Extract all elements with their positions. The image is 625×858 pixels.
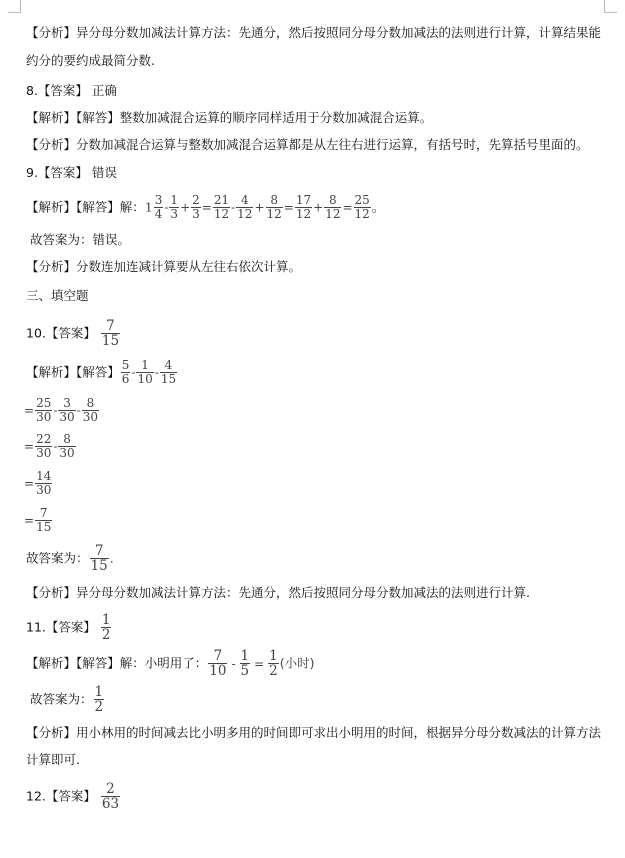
numerator: 8 xyxy=(329,193,337,207)
q10-fraction-1 xyxy=(121,359,131,386)
q11-fraction-3 xyxy=(268,649,279,678)
q8-answer xyxy=(26,83,117,99)
q11-conclusion xyxy=(30,684,105,714)
q11-answer xyxy=(26,612,112,642)
denominator: 30 xyxy=(36,446,52,460)
numerator: 5 xyxy=(121,358,130,372)
numerator: 17 xyxy=(295,193,312,207)
q8-analysis: 【分析】分数加减混合运算与整数加减混合运算都是从左往右进行运算，有括号时，先算括号里面的。 xyxy=(26,137,589,152)
equals-sign: = xyxy=(201,200,212,215)
operator: + xyxy=(313,200,324,215)
crop-mark-top-left xyxy=(8,0,21,13)
numerator: 2 xyxy=(192,193,200,207)
numerator: 3 xyxy=(154,193,163,207)
operator: - xyxy=(164,200,169,215)
numerator: 14 xyxy=(36,469,52,483)
sentence-end: . xyxy=(109,550,114,566)
q11-analysis-line-2: 计算即可. xyxy=(26,752,80,767)
analysis-line-2: 约分的要约成最简分数. xyxy=(26,53,155,68)
q9-conclusion: 故答案为：错误。 xyxy=(30,232,131,247)
denominator: 15 xyxy=(90,558,108,574)
denominator: 30 xyxy=(59,446,75,460)
numerator: 4 xyxy=(240,193,249,207)
denominator: 30 xyxy=(82,410,99,424)
denominator: 12 xyxy=(213,207,230,221)
numerator: 25 xyxy=(354,193,370,207)
denominator: 4 xyxy=(154,207,163,221)
numerator: 3 xyxy=(63,396,71,410)
q9-whole-number: 1 xyxy=(144,199,153,215)
numerator: 1 xyxy=(94,684,104,700)
equals-sign: = xyxy=(342,200,353,215)
q11-explanation-prefix: 【解析】【解答】解：小明用了： xyxy=(26,655,208,671)
numerator: 22 xyxy=(36,432,52,446)
q8-answer-text: 正确 xyxy=(91,83,117,98)
equals-sign: = xyxy=(24,439,35,454)
equals-sign: = xyxy=(24,476,35,491)
q10-step-1 xyxy=(24,396,100,424)
denominator: 15 xyxy=(160,372,177,386)
denominator: 15 xyxy=(36,520,52,534)
q10-answer-fraction xyxy=(101,319,120,348)
denominator: 63 xyxy=(101,796,120,812)
denominator: 3 xyxy=(192,207,200,221)
q10-step1-fraction-2 xyxy=(58,397,75,424)
q10-explanation xyxy=(26,358,178,386)
numerator: 4 xyxy=(164,358,173,372)
denominator: 10 xyxy=(137,372,153,386)
numerator: 7 xyxy=(39,506,48,520)
q10-step1-fraction-3 xyxy=(82,397,99,424)
crop-mark-top-right xyxy=(604,0,617,13)
denominator: 30 xyxy=(36,483,52,497)
q10-step4-fraction xyxy=(35,507,52,534)
denominator: 2 xyxy=(269,663,278,679)
q10-step1-fraction-1 xyxy=(35,397,52,424)
q11-analysis-line-1: 【分析】用小林用的时间减去比小明多用的时间即可求出小明用的时间，根据异分母分数减法的计算方法 xyxy=(26,725,602,740)
operator: - xyxy=(154,365,159,380)
denominator: 12 xyxy=(325,207,341,221)
q9-fraction-9 xyxy=(354,194,371,221)
operator: - xyxy=(231,200,236,215)
operator: - xyxy=(53,403,58,418)
q11-explanation xyxy=(26,648,315,678)
q10-conclusion xyxy=(26,543,114,573)
numerator: 1 xyxy=(269,648,278,664)
analysis-line-1: 【分析】异分母分数加减法计算方法：先通分，然后按照同分母分数加减法的法则进行计算，计算结果能 xyxy=(26,25,602,40)
denominator: 3 xyxy=(170,207,179,221)
denominator: 6 xyxy=(121,372,130,386)
q9-answer-text: 错误 xyxy=(91,165,117,180)
operator: - xyxy=(231,656,236,671)
q11-label: 11.【答案】 xyxy=(26,619,96,635)
unit-hours: (小时) xyxy=(279,655,315,671)
q11-conclusion-text: 故答案为： xyxy=(30,691,93,707)
numerator: 21 xyxy=(213,193,230,207)
operator: + xyxy=(254,200,265,215)
q11-conclusion-fraction xyxy=(94,685,105,714)
q10-step-4 xyxy=(24,506,53,534)
q8-label: 8.【答案】 xyxy=(26,83,88,98)
q10-analysis: 【分析】异分母分数加减法计算方法：先通分，然后按照同分母分数加减法的法则进行计算. xyxy=(26,585,530,600)
equals-sign: = xyxy=(24,513,35,528)
denominator: 2 xyxy=(94,699,104,715)
operator: - xyxy=(53,439,58,454)
denominator: 12 xyxy=(354,207,370,221)
numerator: 1 xyxy=(141,358,149,372)
q10-label: 10.【答案】 xyxy=(26,325,96,341)
q12-label: 12.【答案】 xyxy=(26,788,96,804)
numerator: 1 xyxy=(170,193,179,207)
q9-fraction-1 xyxy=(154,194,164,221)
operator: - xyxy=(131,365,136,380)
q10-step-3 xyxy=(24,469,53,497)
numerator: 7 xyxy=(213,648,223,664)
q10-fraction-3 xyxy=(160,359,177,386)
q9-label: 9.【答案】 xyxy=(26,165,88,180)
denominator: 10 xyxy=(209,663,227,679)
q9-fraction-8 xyxy=(324,194,341,221)
numerator: 8 xyxy=(86,396,95,410)
denominator: 30 xyxy=(59,410,75,424)
denominator: 12 xyxy=(266,207,282,221)
q12-answer-fraction xyxy=(101,782,120,811)
q9-fraction-4 xyxy=(213,194,230,221)
denominator: 12 xyxy=(237,207,253,221)
operator: - xyxy=(76,403,81,418)
q8-explanation: 【解析】【解答】整数加减混合运算的顺序同样适用于分数加减混合运算。 xyxy=(26,110,433,125)
numerator: 1 xyxy=(240,648,250,664)
numerator: 25 xyxy=(36,396,52,410)
q10-step2-fraction-1 xyxy=(35,433,52,460)
q10-answer xyxy=(26,318,121,348)
numerator: 7 xyxy=(106,318,115,334)
denominator: 2 xyxy=(101,627,111,643)
q9-fraction-7 xyxy=(295,194,312,221)
equals-sign: = xyxy=(283,200,294,215)
q11-fraction-2 xyxy=(240,649,251,678)
q10-step-2 xyxy=(24,432,77,460)
q9-explanation-prefix: 【解析】【解答】解： xyxy=(26,199,145,215)
section-heading-fill-blank: 三、填空题 xyxy=(26,288,89,303)
equals-sign: = xyxy=(24,403,35,418)
q10-fraction-2 xyxy=(136,359,153,386)
denominator: 5 xyxy=(240,663,250,679)
operator: + xyxy=(180,200,191,215)
q10-step2-fraction-2 xyxy=(58,433,75,460)
q12-answer xyxy=(26,780,121,812)
denominator: 30 xyxy=(36,410,52,424)
numerator: 7 xyxy=(94,543,104,559)
q10-step3-fraction xyxy=(35,470,52,497)
q9-fraction-2 xyxy=(169,194,179,221)
q11-fraction-1 xyxy=(208,649,227,678)
q9-fraction-5 xyxy=(236,194,253,221)
q9-fraction-6 xyxy=(266,194,283,221)
numerator: 2 xyxy=(106,781,115,797)
q10-conclusion-text: 故答案为： xyxy=(26,550,89,566)
numerator: 8 xyxy=(63,432,71,446)
q9-analysis: 【分析】分数连加连减计算要从左往右依次计算。 xyxy=(26,259,302,274)
q11-answer-fraction xyxy=(101,613,112,642)
equals-sign: = xyxy=(254,656,265,671)
q9-explanation xyxy=(26,194,384,220)
numerator: 1 xyxy=(101,612,111,628)
q10-explanation-prefix: 【解析】【解答】 xyxy=(26,364,120,380)
q9-fraction-3 xyxy=(191,194,201,221)
q9-answer xyxy=(26,165,117,181)
q10-conclusion-fraction xyxy=(90,544,109,573)
numerator: 8 xyxy=(270,193,278,207)
denominator: 12 xyxy=(295,207,312,221)
sentence-end: 。 xyxy=(371,199,385,215)
denominator: 15 xyxy=(101,333,120,349)
